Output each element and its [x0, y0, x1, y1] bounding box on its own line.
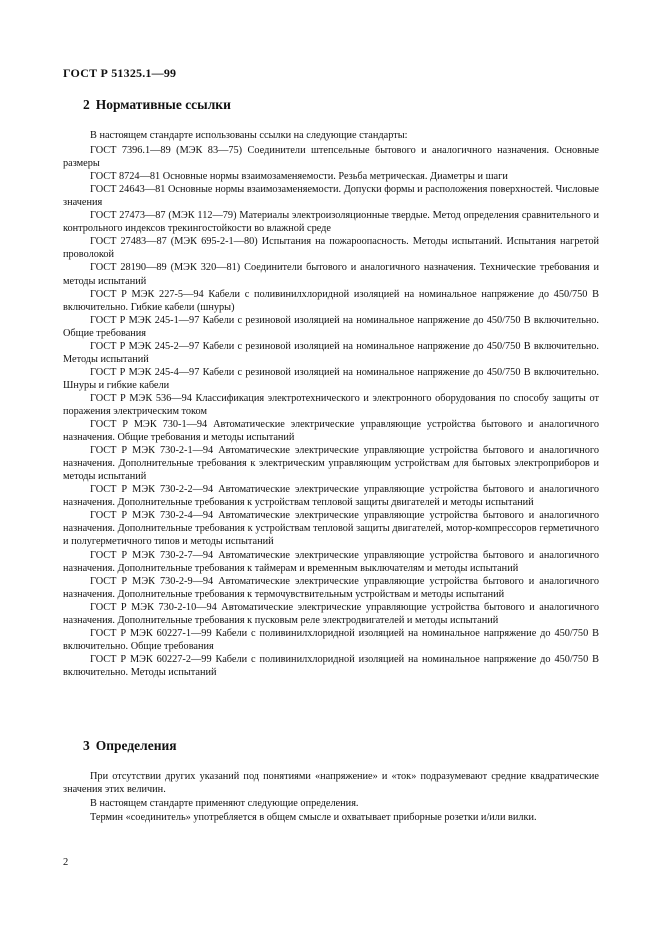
reference-item: ГОСТ 7396.1—89 (МЭК 83—75) Соединители штепсельные бытового и аналогичного назначения. Основные размеры [63, 145, 599, 170]
page-number: 2 [63, 857, 69, 868]
reference-item: ГОСТ Р МЭК 730-2-10—94 Автоматические электрические управляющие устройства бытового и аналогичного назначения. Дополнительные требования к пусковым реле электродвигателей и методы испытаний [63, 601, 599, 626]
references-intro: В настоящем стандарте использованы ссылки на следующие стандарты: [90, 130, 408, 141]
definitions-paragraph: В настоящем стандарте применяют следующие определения. [90, 798, 359, 810]
reference-item: ГОСТ 24643—81 Основные нормы взаимозаменяемости. Допуски формы и расположения поверхностей. Числовые значения [63, 184, 599, 209]
section-2-title: Нормативные ссылки [95, 97, 231, 112]
reference-item: ГОСТ Р МЭК 730-2-1—94 Автоматические электрические управляющие устройства бытового и аналогичного назначения. Дополнительные требования к электрическим управляющим устройствам для бытовых электроприборов и методы испытаний [63, 445, 599, 483]
section-2-number: 2 [83, 97, 90, 112]
reference-item: ГОСТ Р МЭК 245-2—97 Кабели с резиновой изоляцией на номинальное напряжение до 450/750 В включительно. Методы испытаний [63, 340, 599, 365]
reference-item: ГОСТ 28190—89 (МЭК 320—81) Соединители бытового и аналогичного назначения. Технические требования и методы испытаний [63, 262, 599, 287]
document-code-header: ГОСТ Р 51325.1—99 [63, 66, 177, 80]
reference-item: ГОСТ 27473—87 (МЭК 112—79) Материалы электроизоляционные твердые. Метод определения сравнительного и контрольного индексов трекингостойкости во влажной среде [63, 210, 599, 235]
section-3-title: Определения [95, 738, 177, 753]
reference-item: ГОСТ Р МЭК 730-2-2—94 Автоматические электрические управляющие устройства бытового и аналогичного назначения. Дополнительные требования к устройствам тепловой защиты двигателей и методы испытаний [63, 484, 599, 509]
section-3-number: 3 [83, 738, 90, 753]
definitions-section [63, 770, 599, 825]
definitions-paragraph: Термин «соединитель» употребляется в общем смысле и охватывает приборные розетки и/или вилки. [90, 812, 537, 824]
reference-item: ГОСТ Р МЭК 730-2-7—94 Автоматические электрические управляющие устройства бытового и аналогичного назначения. Дополнительные требования к таймерам и временным выключателям и методы испытаний [63, 549, 599, 574]
normative-references-list [63, 129, 599, 679]
definitions-paragraph: При отсутствии других указаний под понятиями «напряжение» и «ток» подразумевают средние квадратические значения этих величин. [63, 771, 599, 796]
reference-item: ГОСТ Р МЭК 730-1—94 Автоматические электрические управляющие устройства бытового и аналогичного назначения. Общие требования и методы испытаний [63, 419, 599, 444]
reference-item: ГОСТ Р МЭК 227-5—94 Кабели с поливинилхлоридной изоляцией на номинальное напряжение до 450/750 В включительно. Гибкие кабели (шнуры) [63, 288, 599, 313]
reference-item: ГОСТ 27483—87 (МЭК 695-2-1—80) Испытания на пожароопасность. Методы испытаний. Испытания нагретой проволокой [63, 236, 599, 261]
reference-item: ГОСТ Р МЭК 245-4—97 Кабели с резиновой изоляцией на номинальное напряжение до 450/750 В включительно. Шнуры и гибкие кабели [63, 366, 599, 391]
section-3-heading [83, 738, 177, 754]
reference-item: ГОСТ Р МЭК 536—94 Классификация электротехнического и электронного оборудования по способу защиты от поражения электрическим током [63, 392, 599, 417]
reference-item: ГОСТ Р МЭК 60227-1—99 Кабели с поливинилхлоридной изоляцией на номинальное напряжение до 450/750 В включительно. Общие требования [63, 627, 599, 652]
section-2-heading [83, 97, 231, 113]
reference-item: ГОСТ Р МЭК 245-1—97 Кабели с резиновой изоляцией на номинальное напряжение до 450/750 В включительно. Общие требования [63, 314, 599, 339]
reference-item: ГОСТ 8724—81 Основные нормы взаимозаменяемости. Резьба метрическая. Диаметры и шаги [90, 171, 508, 183]
reference-item: ГОСТ Р МЭК 730-2-4—94 Автоматические электрические управляющие устройства бытового и аналогичного назначения. Дополнительные требования к устройствам тепловой защиты двигателей, мотор-компрессоров герметичного и полугерметичного типов и методы испытаний [63, 510, 599, 548]
reference-item: ГОСТ Р МЭК 730-2-9—94 Автоматические электрические управляющие устройства бытового и аналогичного назначения. Дополнительные требования к термочувствительным устройствам и методы испытаний [63, 575, 599, 600]
reference-item: ГОСТ Р МЭК 60227-2—99 Кабели с поливинилхлоридной изоляцией на номинальное напряжение до 450/750 В включительно. Методы испытаний [63, 653, 599, 678]
